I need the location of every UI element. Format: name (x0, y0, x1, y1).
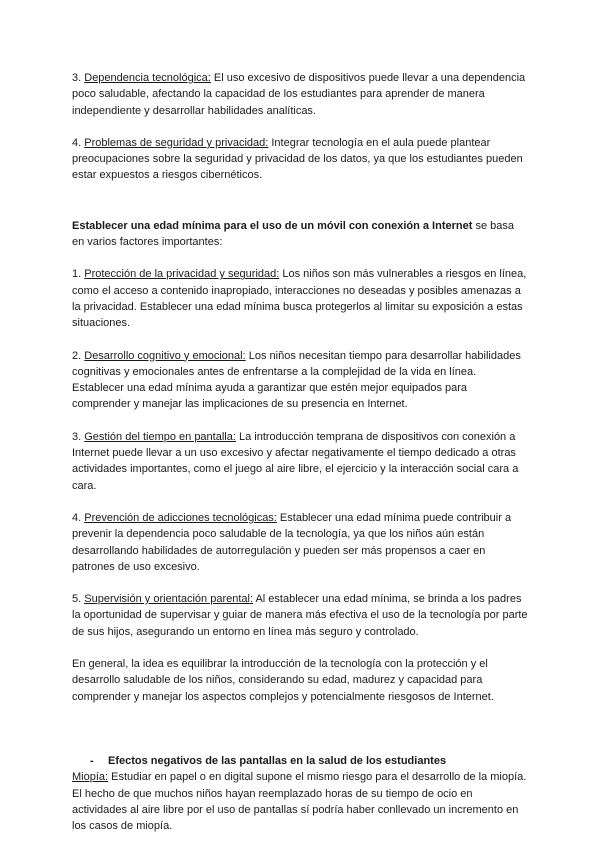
item-text: La introducción temprana de dispositivos con conexión a Internet puede llevar a un uso excesivo y afectar negativamente el tiempo dedicado a otras actividades importantes, como el juego al aire libre, el ejercicio y la interacción social cara a cara. (72, 430, 519, 492)
list-item (72, 591, 528, 640)
item-text: Establecer una edad mínima puede contribuir a prevenir la dependencia poco saludable de la tecnología, ya que los niños aún están desarrollando habilidades de autorregulación y pueden ser más propensos a caer en patrones de uso excesivo. (72, 511, 512, 573)
section-heading-edad-minima (72, 218, 528, 251)
item-label: Problemas de seguridad y privacidad: (84, 136, 269, 149)
paragraph-seguridad (72, 135, 528, 184)
item-label: Desarrollo cognitivo y emocional: (84, 349, 246, 362)
item-number: 2. (72, 349, 82, 362)
heading-rest: se basa en varios factores importantes: (72, 219, 514, 249)
item-text: Los niños necesitan tiempo para desarrollar habilidades cognitivas y emocionales antes de enfrentarse a la complejidad de la vida en línea. Establecer una edad mínima ayuda a garantizar que estén mejor equipados para comprender y manejar las implicaciones de su presencia en Internet. (72, 349, 521, 411)
item-text: Al establecer una edad mínima, se brinda a los padres la oportunidad de supervisar y guiar de manera más efectiva el uso de la tecnología por parte de sus hijos, asegurando un entorno en línea más seguro y controlado. (72, 593, 528, 638)
item-label: Gestión del tiempo en pantalla: (84, 430, 236, 443)
item-label: Miopía: (72, 771, 109, 784)
list-item (72, 348, 528, 413)
bullet-heading (72, 753, 528, 769)
bullet-dash: - (90, 754, 94, 767)
item-number: 3. (72, 72, 82, 84)
item-text: Integrar tecnología en el aula puede plantear preocupaciones sobre la seguridad y privacidad de los datos, ya que los estudiantes pueden estar expuestos a riesgos cibernéticos. (72, 136, 523, 182)
item-text: Los niños son más vulnerables a riesgos en línea, como el acceso a contenido inapropiado, interacciones no deseadas y posibles amenazas a la privacidad. Establecer una edad mínima busca protegerlos al limitar su exposición a estas situaciones. (72, 268, 527, 330)
item-label: Protección de la privacidad y seguridad: (84, 268, 280, 281)
summary-paragraph: En general, la idea es equilibrar la introducción de la tecnología con la protección y el desarrollo saludable de los niños, considerando su edad, madurez y capacidad para comprender y manejar los aspectos complejos y potencialmente riesgosos de Internet. (72, 658, 494, 703)
item-label: Prevención de adicciones tecnológicas: (84, 511, 277, 524)
item-label: Dependencia tecnológica: (84, 72, 211, 84)
bullet-title: Efectos negativos de las pantallas en la salud de los estudiantes (108, 754, 447, 767)
item-text: El uso excesivo de dispositivos puede llevar a una dependencia poco saludable, afectando la capacidad de los estudiantes para aprender de manera independiente y desarrollar habilidades analíticas. (72, 72, 526, 117)
heading-bold: Establecer una edad mínima para el uso de un móvil con conexión a Internet (72, 219, 473, 232)
list-item (72, 510, 528, 575)
list-item (72, 266, 528, 331)
paragraph-dependencia (72, 70, 528, 119)
paragraph-miopia (72, 769, 528, 834)
item-label: Supervisión y orientación parental: (84, 593, 254, 606)
item-number: 1. (72, 268, 82, 281)
list-item (72, 429, 528, 494)
item-number: 3. (72, 430, 82, 443)
document-body (72, 70, 528, 834)
item-number: 4. (72, 511, 82, 524)
item-text: Estudiar en papel o en digital supone el mismo riesgo para el desarrollo de la miopía. El hecho de que muchos niños hayan reemplazado horas de su tiempo de ocio en actividades al aire libre por el uso de pantallas sí podría haber conllevado un incremento en los casos de miopía. (72, 771, 527, 833)
item-number: 4. (72, 136, 82, 149)
item-number: 5. (72, 593, 82, 606)
